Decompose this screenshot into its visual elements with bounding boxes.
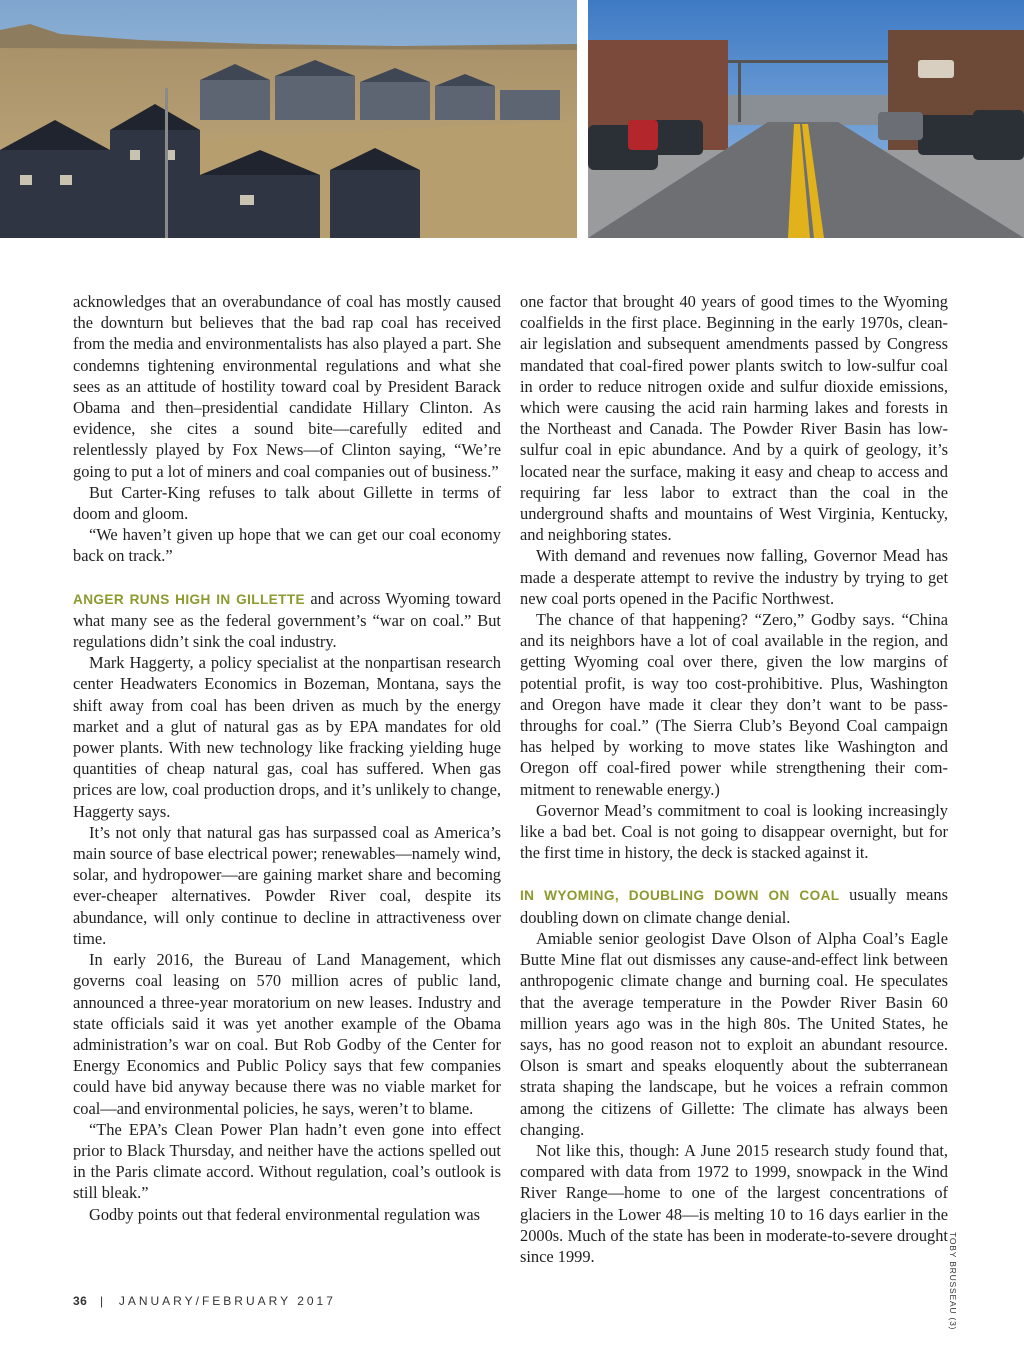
article-paragraph: Godby points out that federal environmental regulation was xyxy=(89,1204,480,1224)
article-paragraph: Not like this, though: A June 2015 research study found that, compared with data from 1972 to 1999, snowpack in the Wind River Range—home to one of the largest concentrations of glaciers in the Lower 48—is melting 10 to 16 days earlier in the 2000s. Much of the state has been in moderate-to-severe drought since 1999. xyxy=(520,1140,948,1266)
article-paragraph: Mark Haggerty, a policy specialist at the nonpartisan research center Headwaters Economics in Bozeman, Montana, says the shift away from coal has been driven as much by the energy market and a glut of natural gas as by EPA mandates for old power plants. With new technology like fracking yielding huge quantities of cheap natural gas, coal has suffered. When gas prices are low, coal production drops, and it’s unlikely to change, Haggerty says. xyxy=(73,653,501,821)
article-paragraph: “We haven’t given up hope that we can get our coal economy back on track.” xyxy=(73,525,501,566)
folio-separator: | xyxy=(100,1294,107,1308)
article-paragraph: Amiable senior geologist Dave Olson of Alpha Coal’s Eagle Butte Mine flat out dismisses any cause-and-effect link between anthropogenic climate change and burning coal. He speculates that the average temperature in the Powder River Basin 60 million years ago was in the high 80s. The United States, he says, has no good reason not to exploit an abundant resource. Olson is smart and speaks eloquently about the subterranean strata shaping the landscape, but he voices a refrain common among the citizens of Gillette: The climate has always been changing. xyxy=(520,928,948,1139)
article-paragraph xyxy=(73,588,501,653)
page-folio xyxy=(73,1294,336,1308)
housing-photo-illustration xyxy=(0,0,577,238)
paragraph-text: usually means doubling down on climate change denial. xyxy=(520,885,948,927)
article-column-right xyxy=(520,291,948,1267)
article-paragraph: The chance of that happening? “Zero,” Godby says. “China and its neighbors have a lot of coal available in the region, and getting Wyoming coal over there, given the low margins of potential profit, is way too cost-prohibitive. Plus, Washington and Oregon have made it clear they don’t want to be passthroughs for coal.” (The Sierra Club’s Beyond Coal campaign has helped by working to move states like Washington and Oregon off coal-fired power while strengthening their commitment to renewable energy.) xyxy=(520,610,948,799)
photo-credit: TOBY BRUSSEAU (3) xyxy=(948,1232,958,1331)
article-paragraph: “The EPA’s Clean Power Plan hadn’t even gone into effect prior to Black Thursday, and neither have the actions spelled out in the Paris climate accord. Without regulation, coal’s outlook is still bleak.” xyxy=(73,1119,501,1203)
photo-main-street xyxy=(588,0,1024,238)
article-paragraph: But Carter-King refuses to talk about Gillette in terms of doom and gloom. xyxy=(73,482,501,524)
photo-housing-development xyxy=(0,0,577,238)
article-paragraph: With demand and revenues now falling, Governor Mead has made a desperate attempt to revive the industry by trying to get new coal ports opened in the Pacific Northwest. xyxy=(520,546,948,608)
paragraph-text: and across Wyoming toward what many see as the federal government’s “war on coal.” But regulations didn’t sink the coal industry. xyxy=(73,588,501,652)
article-paragraph: In early 2016, the Bureau of Land Management, which governs coal leasing on 570 million acres of public land, announced a three-year moratorium on new leases. Industry and state officials said it was yet another example of the Obama administration’s war on coal. But Rob Godby of the Center for Energy Economics and Public Policy says that few companies could have bid anyway because there was no viable market for coal—and environmental policies, he says, weren’t to blame. xyxy=(73,950,501,1118)
article-paragraph: Governor Mead’s commitment to coal is looking increasingly like a bad bet. Coal is not going to disappear overnight, but for the first time in history, the deck is stacked against it. xyxy=(520,800,948,863)
page-number: 36 xyxy=(73,1294,88,1308)
article-paragraph: one factor that brought 40 years of good times to the Wyoming coalfields in the first place. Beginning in the early 1970s, clean-air legislation and subsequent amendments passed by Congress mandated that coal-fired power plants switch to low-sulfur coal in order to reduce nitrogen oxide and sulfur dioxide emissions, which were causing the acid rain harming lakes and forests in the Northeast and Canada. The Powder River Basin has low-sulfur coal in epic abundance. And by a quirk of geology, it’s located near the surface, making it easy and cheap to access and requiring far less labor to extract than the coal in the underground shafts and mountains of West Virginia, Kentucky, and neighboring states. xyxy=(520,292,948,545)
issue-date: JANUARY/FEBRUARY 2017 xyxy=(118,1294,336,1308)
section-lead-in: IN WYOMING, DOUBLING DOWN ON COAL xyxy=(520,888,840,904)
article-column-left xyxy=(73,291,501,1225)
article-paragraph xyxy=(520,884,948,927)
article-paragraph: It’s not only that natural gas has surpassed coal as America’s main source of base electrical power; renewables—namely wind, solar, and hydropower—are gaining market share and becoming ever-cheaper alternatives. Powder River coal, despite its abundance, will only continue to decline in attractiveness over time. xyxy=(73,822,501,948)
section-lead-in: ANGER RUNS HIGH IN GILLETTE xyxy=(73,591,305,607)
street-photo-illustration xyxy=(588,0,1024,238)
article-paragraph: acknowledges that an overabundance of coal has mostly caused the downturn but believes that the bad rap coal has received from the media and environmentalists has also played a part. She condemns tightening environmental regulations and what she sees as an attitude of hostility toward coal by President Barack Obama and then–presidential candidate Hillary Clinton. As evidence, she cites a sound bite—carefully edited and relentlessly played by Fox News—of Clinton saying, “We’re going to put a lot of miners and coal companies out of business.” xyxy=(73,292,501,481)
